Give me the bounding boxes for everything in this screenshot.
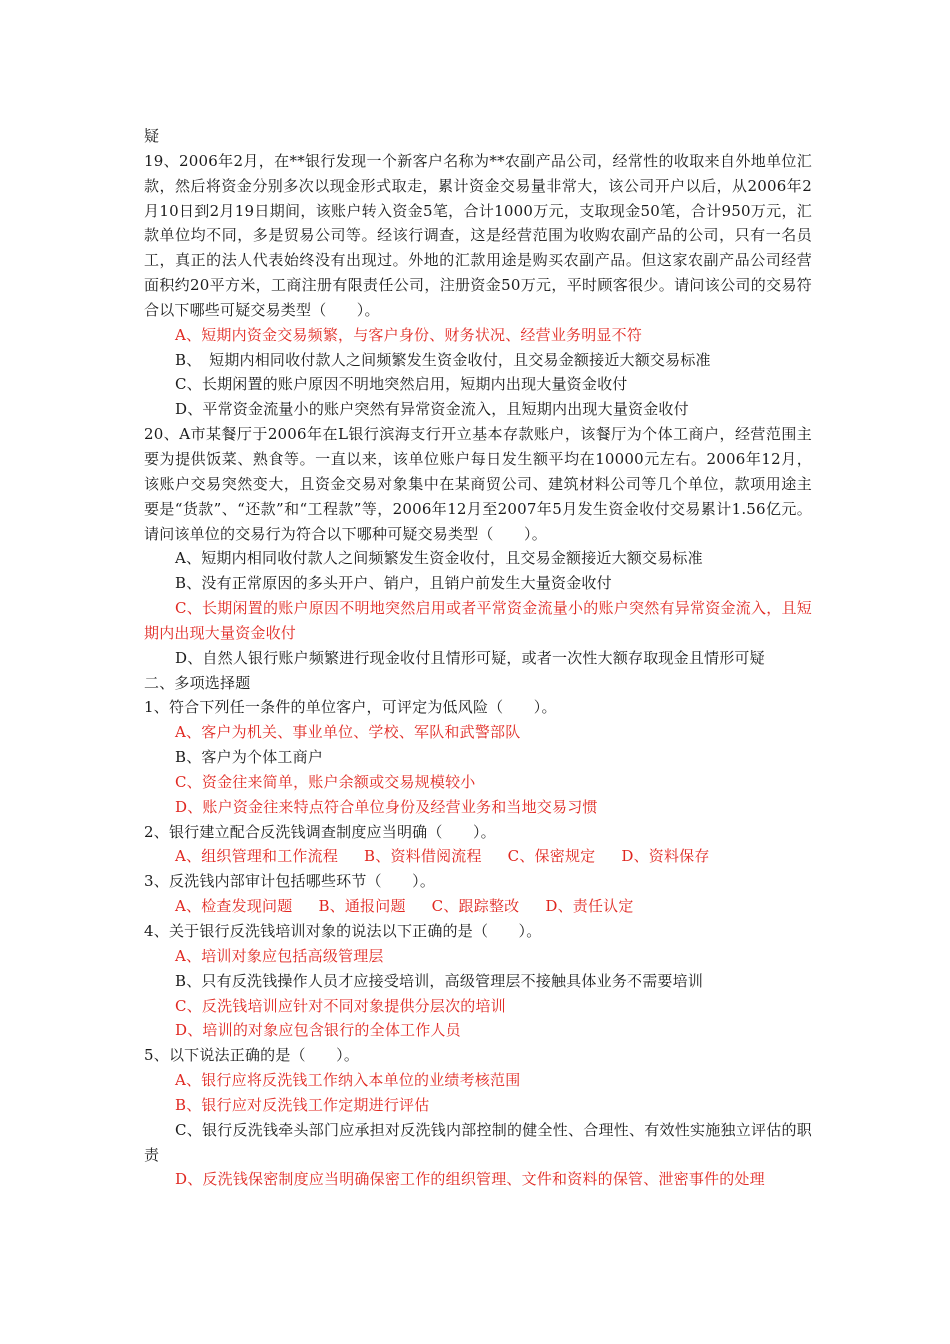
mc5-option-d: D、反洗钱保密制度应当明确保密工作的组织管理、文件和资料的保管、泄密事件的处理 xyxy=(175,1170,765,1189)
mc-question-3: 3、反洗钱内部审计包括哪些环节（ ）。 xyxy=(144,872,436,891)
section-heading-multiple-choice: 二、多项选择题 xyxy=(144,673,251,692)
mc2-option-b: B、资料借阅流程 xyxy=(364,847,482,866)
mc-question-4: 4、关于银行反洗钱培训对象的说法以下正确的是（ ）。 xyxy=(144,922,542,940)
mc1-option-d: D、账户资金往来特点符合单位身份及经营业务和当地交易习惯 xyxy=(175,797,598,816)
q19-option-b: B、 短期内相同收付款人之间频繁发生资金收付，且交易金额接近大额交易标准 xyxy=(175,350,711,369)
mc2-option-a: A、组织管理和工作流程 xyxy=(175,847,339,866)
document-page xyxy=(144,124,812,1192)
mc-question-2: 2、银行建立配合反洗钱调查制度应当明确（ ）。 xyxy=(144,822,496,841)
q19-option-a: A、短期内资金交易频繁，与客户身份、财务状况、经营业务明显不符 xyxy=(175,325,643,344)
mc4-option-a: A、培训对象应包括高级管理层 xyxy=(175,946,384,965)
mc2-option-d: D、资料保存 xyxy=(621,847,710,866)
q19-option-c: C、长期闲置的账户原因不明地突然启用，短期内出现大量资金收付 xyxy=(175,375,628,394)
mc1-option-a: A、客户为机关、事业单位、学校、军队和武警部队 xyxy=(175,723,521,742)
q19-option-d: D、平常资金流量小的账户突然有异常资金流入，且短期内出现大量资金收付 xyxy=(175,400,689,419)
mc4-option-b: B、只有反洗钱操作人员才应接受培训，高级管理层不接触具体业务不需要培训 xyxy=(175,971,704,990)
mc5-option-b: B、银行应对反洗钱工作定期进行评估 xyxy=(175,1095,430,1114)
q20-option-b: B、没有正常原因的多头开户、销户，且销户前发生大量资金收付 xyxy=(175,574,612,593)
mc5-option-c: C、银行反洗钱牵头部门应承担对反洗钱内部控制的健全性、合理性、有效性实施独立评估的职责 xyxy=(144,1120,812,1164)
mc3-option-d: D、责任认定 xyxy=(545,897,634,916)
mc4-option-c: C、反洗钱培训应针对不同对象提供分层次的培训 xyxy=(175,996,506,1015)
mc-question-1: 1、符合下列任一条件的单位客户，可评定为低风险（ ）。 xyxy=(144,698,557,717)
mc3-option-c: C、跟踪整改 xyxy=(431,897,520,916)
mc2-option-c: C、保密规定 xyxy=(507,847,596,866)
mc3-options-row xyxy=(144,894,812,919)
mc4-option-d: D、培训的对象应包含银行的全体工作人员 xyxy=(175,1021,461,1040)
question-19: 19、2006年2月，在**银行发现一个新客户名称为**农副产品公司，经常性的收取来自外地单位汇款，然后将资金分别多次以现金形式取走，累计资金交易量非常大，该公司开户以后，从2006年2月10日到2月19日期间，该账户转入资金5笔，合计1000万元，支取现金50笔，合计950万元，汇款单位均不同，多是贸易公司等。经该行调查，这是经营范围为收购农副产品的公司，只有一名员工，真正的法人代表始终没有出现过。外地的汇款用途是购买农副产品。但这家农副产品公司经营面积约20平方米，工商注册有限责任公司，注册资金50万元，平时顾客很少。请问该公司的交易符合以下哪些可疑交易类型（ ）。 xyxy=(144,151,812,319)
mc5-option-a: A、银行应将反洗钱工作纳入本单位的业绩考核范围 xyxy=(175,1071,521,1090)
mc1-option-c: C、资金往来简单，账户余额或交易规模较小 xyxy=(175,772,476,791)
mc-question-5: 5、以下说法正确的是（ ）。 xyxy=(144,1046,360,1065)
q20-option-d: D、自然人银行账户频繁进行现金收付且情形可疑，或者一次性大额存取现金且情形可疑 xyxy=(175,648,765,667)
mc1-option-b: B、客户为个体工商户 xyxy=(175,748,324,767)
paragraph-continuation: 疑 xyxy=(144,127,160,145)
mc2-options-row xyxy=(144,844,812,869)
mc3-option-b: B、通报问题 xyxy=(318,897,406,916)
q20-option-a: A、短期内相同收付款人之间频繁发生资金收付，且交易金额接近大额交易标准 xyxy=(175,549,703,568)
question-20: 20、A市某餐厅于2006年在L银行滨海支行开立基本存款账户，该餐厅为个体工商户，经营范围主要为提供饭菜、熟食等。一直以来，该单位账户每日发生额平均在10000元左右。2006年12月，该账户交易突然变大，且资金交易对象集中在某商贸公司、建筑材料公司等几个单位，款项用途主要是“货款”、“还款”和“工程款”等，2006年12月至2007年5月发生资金收付交易累计1.56亿元。请问该单位的交易行为符合以下哪种可疑交易类型（ ）。 xyxy=(144,425,812,543)
mc3-option-a: A、检查发现问题 xyxy=(175,897,293,916)
q20-option-c: C、长期闲置的账户原因不明地突然启用或者平常资金流量小的账户突然有异常资金流入，且短期内出现大量资金收付 xyxy=(144,599,812,642)
